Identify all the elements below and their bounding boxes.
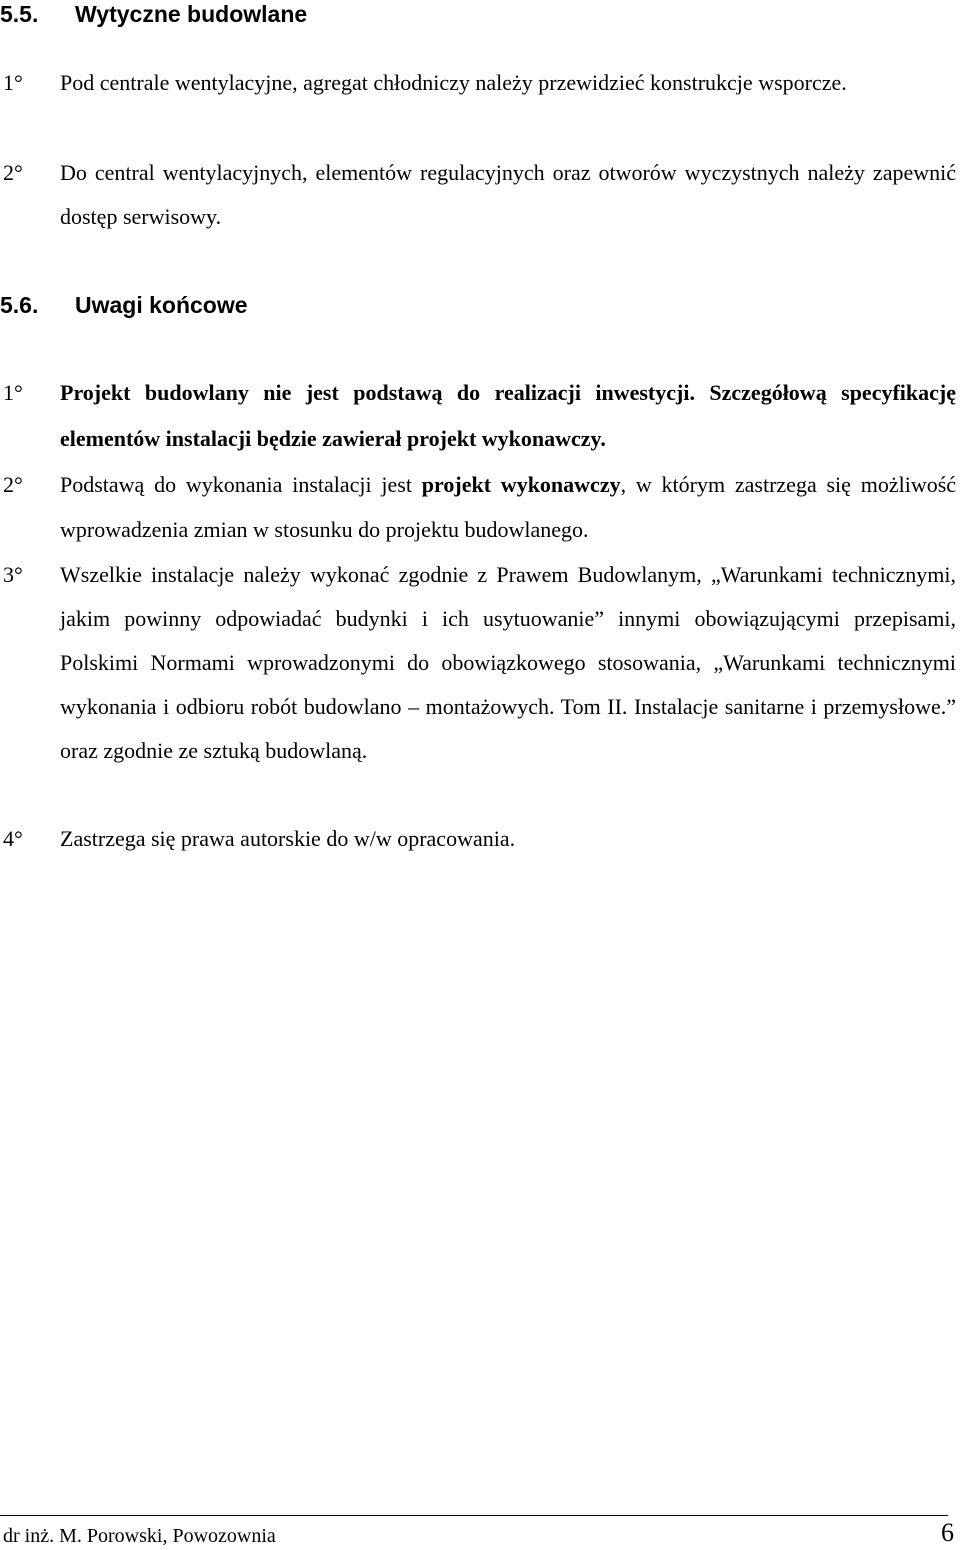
list-marker: 2° [3, 160, 23, 185]
footer-author: dr inż. M. Porowski, Powozownia [3, 1525, 276, 1547]
section-title: Uwagi końcowe [75, 292, 248, 318]
list-item [0, 61, 956, 105]
list-item [0, 817, 956, 861]
list-item [0, 462, 956, 552]
list-item-text: Do central wentylacyjnych, elementów regulacyjnych oraz otworów wyczystnych należy zapewnić dostęp serwisowy. [60, 160, 956, 229]
section-number: 5.5. [0, 1, 39, 27]
list-marker: 3° [3, 562, 23, 587]
list-item-text [60, 462, 956, 552]
list-item-text: Pod centrale wentylacyjne, agregat chłodniczy należy przewidzieć konstrukcje wsporcze. [60, 70, 847, 95]
page-number: 6 [941, 1518, 954, 1547]
section-number: 5.6. [0, 292, 39, 318]
list-item-text: Projekt budowlany nie jest podstawą do realizacji inwestycji. Szczegółową specyfikację elementów instalacji będzie zawierał projekt wykonawczy. [60, 380, 956, 451]
emphasis-text: projekt wykonawczy [421, 472, 621, 497]
list-marker: 4° [3, 826, 23, 851]
list-item [0, 370, 956, 462]
text-segment: , w którym zastrzega się możliwość wprowadzenia zmian w stosunku do projektu budowlanego. [60, 472, 957, 542]
text-segment: Podstawą do wykonania instalacji jest [60, 472, 412, 497]
section-heading-5-5 [0, 0, 307, 28]
section-heading-5-6 [0, 291, 248, 319]
list-marker: 1° [3, 380, 23, 405]
list-item [0, 553, 956, 773]
list-item-text: Wszelkie instalacje należy wykonać zgodnie z Prawem Budowlanym, „Warunkami technicznymi, jakim powinny odpowiadać budynki i ich usytuowanie” innymi obowiązującymi przepisami, Polskimi Normami wprowadzonymi do obowiązkowego stosowania, „Warunkami technicznymi wykonania i odbioru robót budowlano – montażowych. Tom II. Instalacje sanitarne i przemysłowe.” oraz zgodnie ze sztuką budowlaną. [60, 562, 956, 763]
section-title: Wytyczne budowlane [75, 1, 308, 27]
list-marker: 2° [3, 472, 23, 497]
list-marker: 1° [3, 70, 23, 95]
footer-divider [0, 1515, 948, 1516]
list-item [0, 151, 956, 239]
list-item-text: Zastrzega się prawa autorskie do w/w opracowania. [60, 826, 516, 851]
